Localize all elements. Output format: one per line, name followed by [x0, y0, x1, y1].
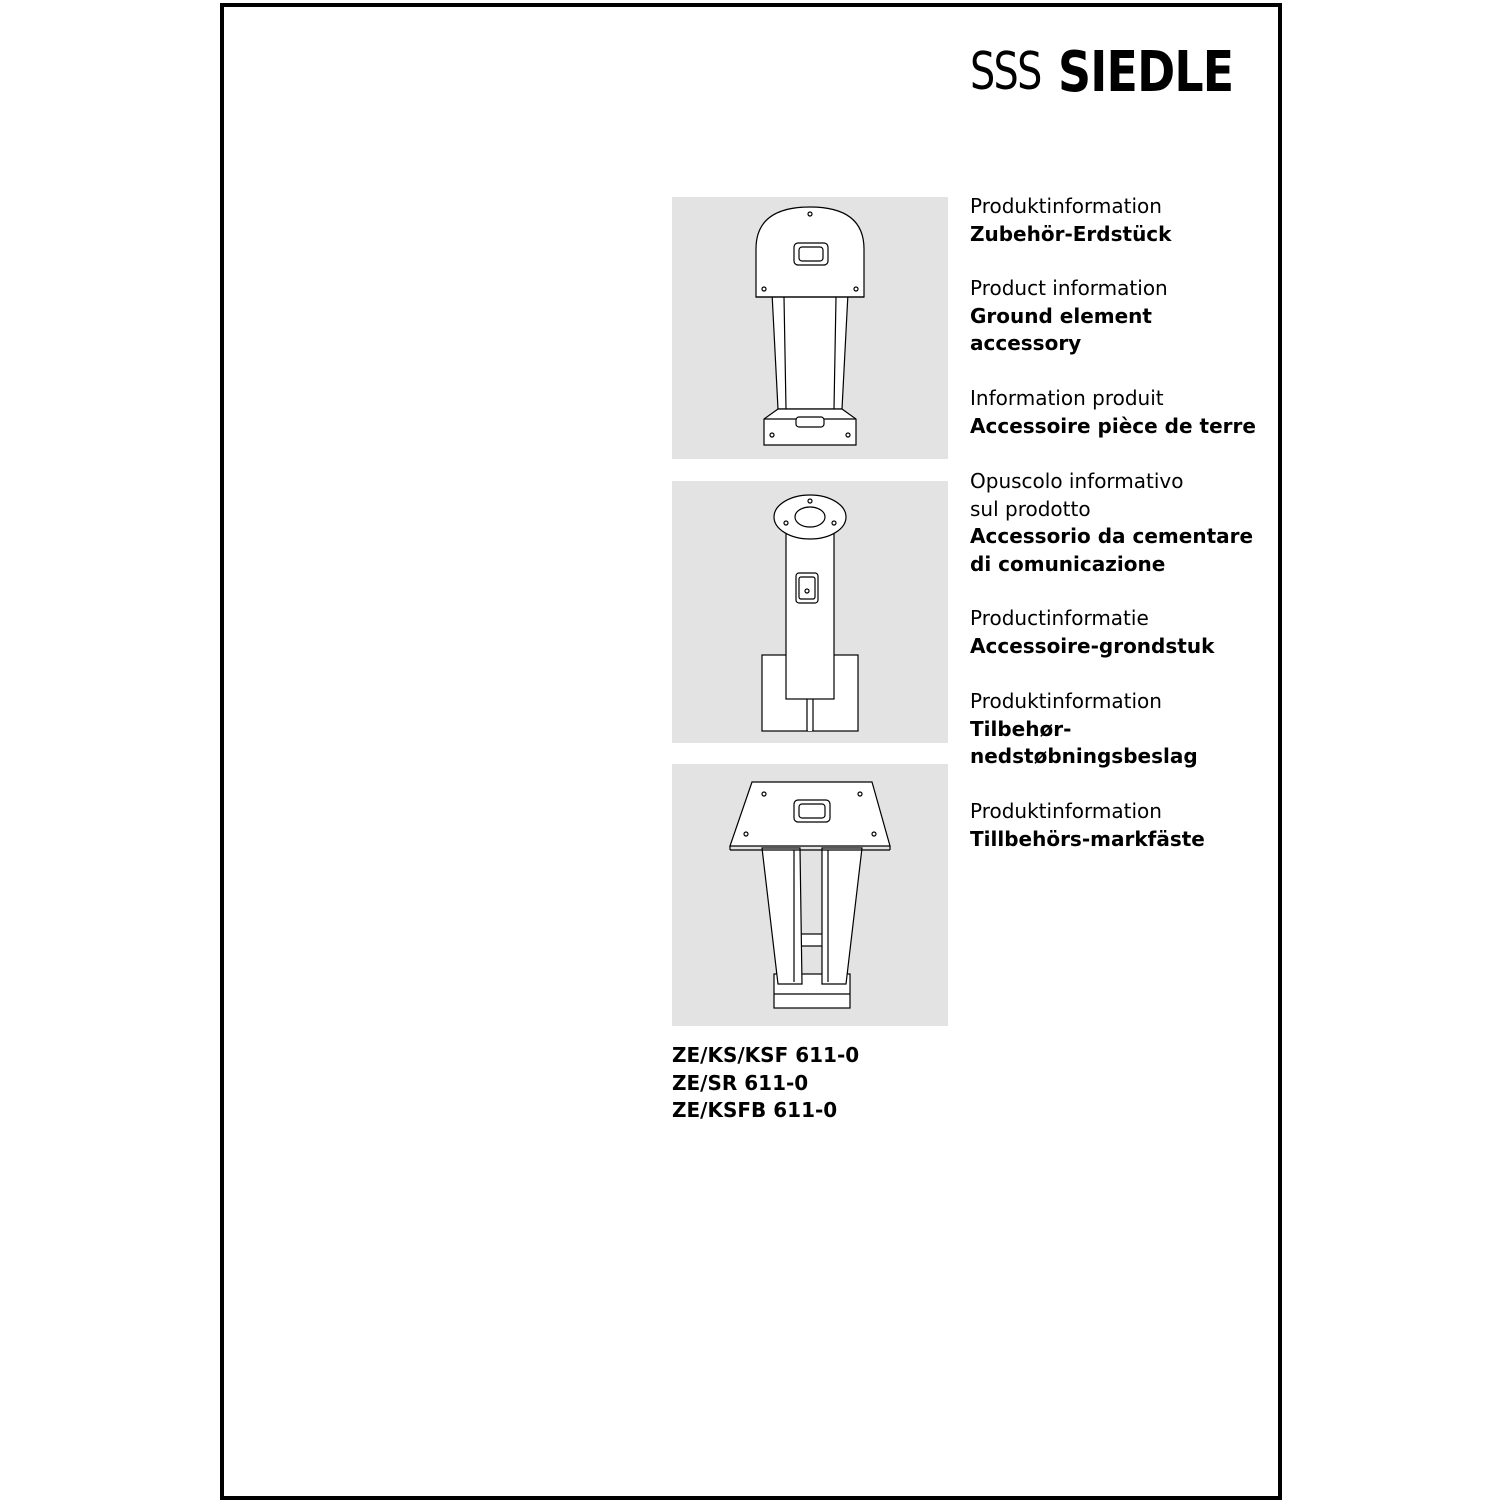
logo-name: SIEDLE [1058, 39, 1234, 105]
info-title: Tillbehörs-markfäste [970, 826, 1205, 851]
info-title: Zubehör-Erdstück [970, 221, 1172, 246]
info-block-sv [970, 798, 1270, 853]
info-title: Ground element accessory [970, 303, 1152, 355]
info-title: Accessoire-grondstuk [970, 633, 1215, 658]
info-block-fr [970, 385, 1270, 440]
info-block-nl [970, 605, 1270, 660]
info-subtitle: Product information [970, 276, 1168, 300]
figure-ground-element-sr [672, 481, 948, 743]
info-block-it [970, 468, 1270, 578]
info-title: Accessoire pièce de terre [970, 413, 1256, 438]
info-subtitle: Opuscolo informativo sul prodotto [970, 469, 1184, 521]
model-number: ZE/KSFB 611-0 [672, 1098, 838, 1122]
info-subtitle: Productinformatie [970, 606, 1149, 630]
model-number: ZE/SR 611-0 [672, 1070, 809, 1095]
info-subtitle: Produktinformation [970, 689, 1162, 713]
info-title: Accessorio da cementare di comunicazione [970, 524, 1254, 576]
info-subtitle: Produktinformation [970, 799, 1162, 823]
info-block-da [970, 688, 1270, 771]
figure-ground-element-ksfb [672, 764, 948, 1026]
info-subtitle: Produktinformation [970, 194, 1162, 218]
siedle-logo [970, 40, 1272, 104]
info-block-de [970, 193, 1270, 248]
model-numbers [672, 1042, 859, 1125]
model-number: ZE/KS/KSF 611-0 [672, 1043, 860, 1067]
info-block-en [970, 275, 1270, 358]
logo-mark: SSS [970, 42, 1041, 102]
info-title: Tilbehør- nedstøbningsbeslag [970, 716, 1198, 768]
figure-ground-element-ks [672, 197, 948, 459]
info-subtitle: Information produit [970, 386, 1164, 410]
